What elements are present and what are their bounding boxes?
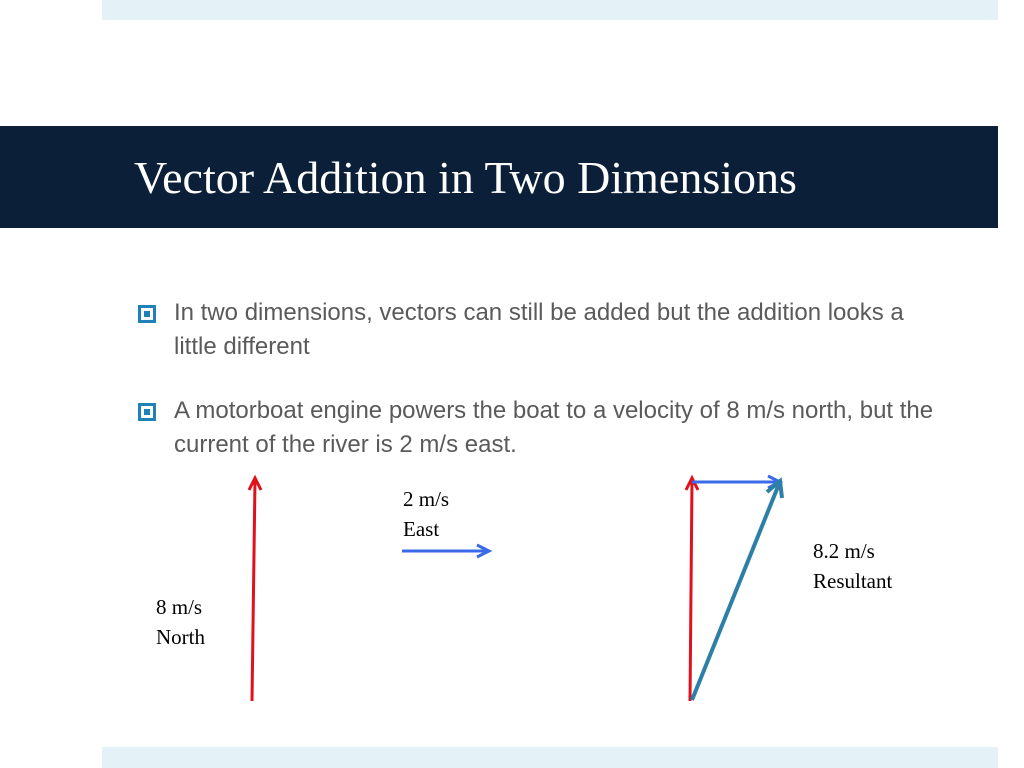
east-vector-magnitude: 2 m/s bbox=[403, 487, 450, 511]
bullet-text: A motorboat engine powers the boat to a velocity of 8 m/s north, but the current of the river is 2 m/s east. bbox=[174, 397, 934, 458]
bullet-text: In two dimensions, vectors can still be added but the addition looks a little different bbox=[174, 299, 904, 360]
north-vector-label bbox=[156, 592, 205, 652]
sum-north-component-arrow bbox=[686, 478, 698, 701]
north-vector-arrow bbox=[249, 478, 261, 701]
resultant-vector-label bbox=[813, 536, 892, 596]
resultant-vector-magnitude: 8.2 m/s bbox=[813, 539, 875, 563]
east-vector-arrow bbox=[402, 545, 489, 557]
resultant-vector-arrow bbox=[692, 481, 782, 700]
sum-east-component-arrow bbox=[692, 476, 780, 488]
resultant-vector-name: Resultant bbox=[813, 569, 893, 593]
north-vector-direction: North bbox=[156, 625, 205, 649]
east-vector-label bbox=[403, 484, 449, 544]
slide-title: Vector Addition in Two Dimensions bbox=[134, 152, 797, 203]
north-vector-magnitude: 8 m/s bbox=[156, 595, 203, 619]
east-vector-direction: East bbox=[403, 517, 440, 541]
bottom-decorative-band bbox=[102, 747, 998, 768]
